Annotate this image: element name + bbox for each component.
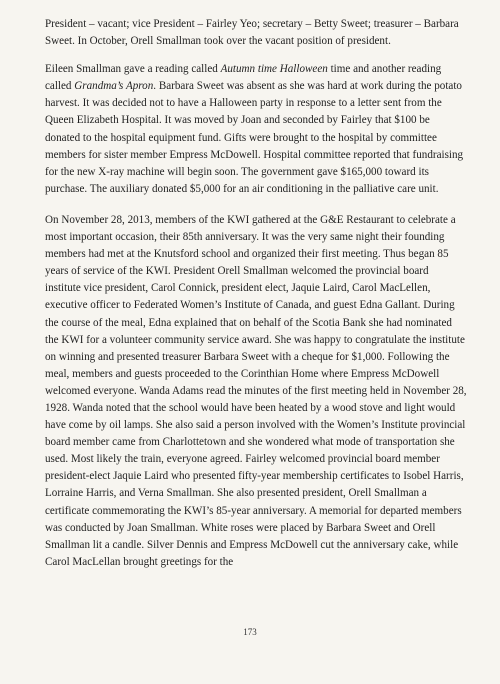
paragraph-executive — [45, 16, 467, 50]
body-text — [45, 16, 467, 585]
paragraph-text: Eileen Smallman gave a reading called — [45, 63, 221, 76]
paragraph-text: President – vacant; vice President – Fairley Yeo; secretary – Betty Sweet; treasurer – Barbara Sweet. In October, Orell Smallman took over the vacant position of president. — [45, 18, 459, 48]
paragraph-85th-anniversary — [45, 212, 467, 571]
reading-title: Grandma’s Apron — [74, 80, 154, 93]
paragraph-text: time and another reading called — [45, 63, 442, 93]
reading-title: Autumn time Halloween — [220, 63, 328, 76]
paragraph-october-meeting — [45, 61, 467, 198]
page-number: 173 — [243, 627, 257, 637]
paragraph-text: On November 28, 2013, members of the KWI gathered at the G&E Restaurant to celebrate a most important occasion, their 85th anniversary. It was the very same night their founding members had met at the Knutsford school and organized their first meeting. Thus began 85 years of service of the KWI. President Orell Smallman welcomed the provincial board institute vice president, Carol Connick, president elect, Jaquie Laird, Carol MacLellen, executive officer to Federated Women’s Institute of Canada, and guest Edna Gallant. During the course of the meal, Edna explained that on behalf of the Scotia Bank she had nominated the KWI for a volunteer community service award. She was happy to congratulate the institute on winning and presented treasurer Barbara Sweet with a cheque for $1,000. Following the meal, members and guests proceeded to the Corinthian Home where Empress McDowell welcomed everyone. Wanda Adams read the minutes of the first meeting held in November 28, 1928. Wanda noted that the school would have been heated by a wood stove and light would have come by oil lamps. She also said a person involved with the Women’s Institute provincial board member came from Charlottetown and she wondered what mode of transportation she used. Most likely the train, everyone agreed. Fairley welcomed provincial board member president-elect Jaquie Laird who presented fifty-year membership certificates to Isobel Harris, Lorraine Harris, and Verna Smallman. She also presented president, Orell Smallman a certificate commemorating the KWI’s 85-year anniversary. A memorial for departed members was conducted by Joan Smallman. White roses were placed by Barbara Sweet and Orell Smallman lit a candle. Silver Dennis and Empress McDowell cut the anniversary cake, while Carol MacLellan brought greetings for the — [45, 213, 467, 568]
paragraph-text: . Barbara Sweet was absent as she was hard at work during the potato harvest. It was decided not to have a Halloween party in response to a letter sent from the Queen Elizabeth Hospital. It was moved by Joan and seconded by Fairley that $100 be donated to the hospital equipment fund. Gifts were brought to the hospital by committee members for sister member Empress McDowell. Hospital committee reported that fundraising for the new X-ray machine will begin soon. The government gave $165,000 toward its purchase. The auxiliary donated $5,000 for an air conditioning in the palliative care unit. — [45, 80, 464, 195]
